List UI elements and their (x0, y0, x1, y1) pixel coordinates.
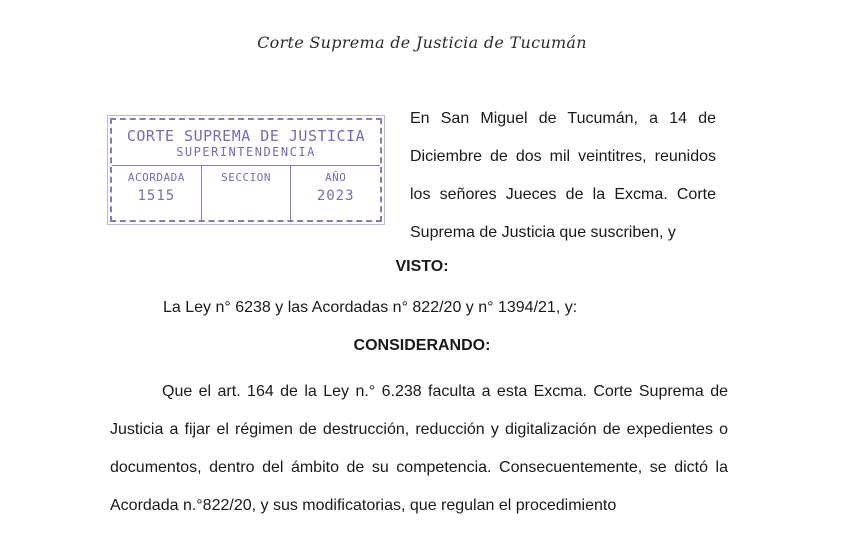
stamp-col-acordada (112, 166, 202, 220)
stamp-col-value: 1515 (137, 188, 176, 204)
considerando-body: Que el art. 164 de la Ley n.° 6.238 faculta a esta Excma. Corte Suprema de Justicia a fijar el régimen de destrucción, reducción y digitalización de expedientes o documentos, dentro del ámbito de su competencia. Consecuentemente, se dictó la Acordada n.°822/20, y sus modificatorias, que regulan el procedimiento (110, 383, 728, 514)
stamp-col-seccion (202, 166, 292, 220)
visto-body: La Ley n° 6238 y las Acordadas n° 822/20 y n° 1394/21, y: (163, 299, 578, 316)
stamp-title: CORTE SUPREMA DE JUSTICIA (126, 127, 366, 145)
intro-paragraph: En San Miguel de Tucumán, a 14 de Diciembre de dos mil veintitres, reunidos los señores Jueces de la Excma. Corte Suprema de Justicia que suscriben, y (410, 110, 716, 241)
stamp-col-anio (291, 166, 380, 220)
stamp-col-label: AÑO (324, 171, 347, 184)
acordada-stamp (110, 118, 382, 222)
letterhead: Corte Suprema de Justicia de Tucumán (257, 33, 587, 52)
stamp-col-value: 2023 (316, 188, 355, 204)
stamp-columns (112, 166, 380, 220)
stamp-subtitle: SUPERINTENDENCIA (176, 145, 316, 159)
stamp-col-label: SECCION (221, 171, 271, 184)
stamp-header (112, 120, 380, 166)
stamp-col-label: ACORDADA (127, 171, 185, 184)
visto-heading: VISTO: (395, 258, 449, 275)
considerando-heading: CONSIDERANDO: (353, 337, 491, 354)
